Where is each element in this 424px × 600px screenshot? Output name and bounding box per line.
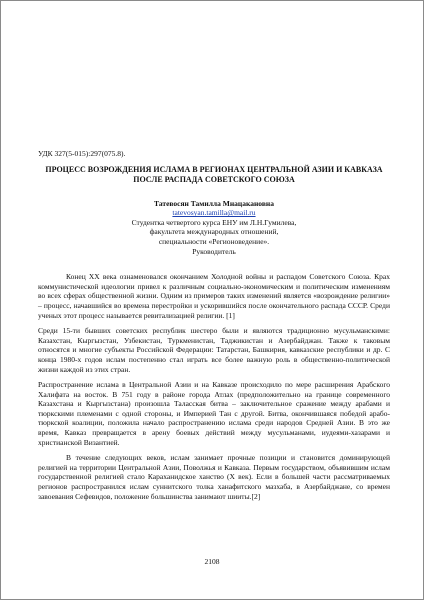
article-title: ПРОЦЕСС ВОЗРОЖДЕНИЯ ИСЛАМА В РЕГИОНАХ ЦЕНТРАЛЬНОЙ АЗИИ И КАВКАЗА ПОСЛЕ РАСПАДА СОВЕТСКОГО СОЮЗА bbox=[45, 164, 383, 184]
author-supervisor-label: Руководитель bbox=[192, 246, 236, 256]
author-affiliation-line: факультета международных отношений, bbox=[149, 227, 279, 237]
author-email-link[interactable]: tatevosyan.tamilla@mail.ru bbox=[172, 208, 256, 218]
document-body bbox=[38, 149, 390, 507]
page-number: 2108 bbox=[204, 557, 220, 566]
body-paragraph: Конец XX века ознаменовался окончанием Холодной войны и распадом Советского Союза. Крах коммунистической идеологии привел к различным социально-экономическим и политическим изменениям во всех сферах общественной жизни. Одним из примеров таких изменений является «возрождение религии» – процесс, начавшийся во времена перестройки и ускорившийся после окончательного распада СССР. Среди ученых этот процесс называется ревитализацией религии. [1] bbox=[38, 272, 390, 320]
body-paragraph: В течение следующих веков, ислам занимает прочные позиции и становится доминирующей религией на территории Центральной Азии, Поволжья и Кавказа. Первым государством, объявившим ислам государственной религией стало Караханидское ханство (X век). Если в большей части рассматриваемых регионов распространился ислам суннитского толка ханафитского мазхаба, в Азербайджане, со времен завоевания Сефевидов, положение большинства занимают шииты.[2] bbox=[38, 453, 390, 501]
author-block bbox=[38, 199, 390, 257]
author-affiliation-line: Студентка четвертого курса ЕНУ им Л.Н.Гумилева, bbox=[131, 217, 297, 227]
author-name: Татевосян Тамилла Мнацакановна bbox=[154, 198, 274, 208]
udc-code: УДК 327(5-015):297(075.8). bbox=[38, 149, 126, 158]
author-affiliation-line: специальности «Регионоведение». bbox=[158, 236, 270, 246]
body-paragraph: Среди 15-ти бывших советских республик шестеро были и являются традиционно мусульманскими: Казахстан, Кыргызстан, Узбекистан, Туркменистан, Таджикистан и Азербайджан. Также к таковым относятся и многие субъекты Российской Федерации: Татарстан, Башкирия, кавказские республики и др. С конца 1980-х годов ислам постепенно стал играть все более важную роль в общественно-политической жизни каждой из этих стран. bbox=[38, 326, 390, 374]
body-paragraph: Распространение ислама в Центральной Азии и на Кавказе происходило по мере расширения Арабского Халифата на восток. В 751 году в районе города Атлах (предположительно на границе современного Казахстана и Кыргызстана) произошла Таласская битва – заключительное сражение между арабами и тюркскими племенами с одной стороны, и Империей Тан с другой. Битва, окончившаяся победой арабо-тюркской коалиции, положила начало распространению ислама среди народов Средней Азии. В это же время, Кавказ превращается в арену боевых действий между мусульманами, иудеями-хазарами и христианской Византией. bbox=[38, 380, 390, 447]
